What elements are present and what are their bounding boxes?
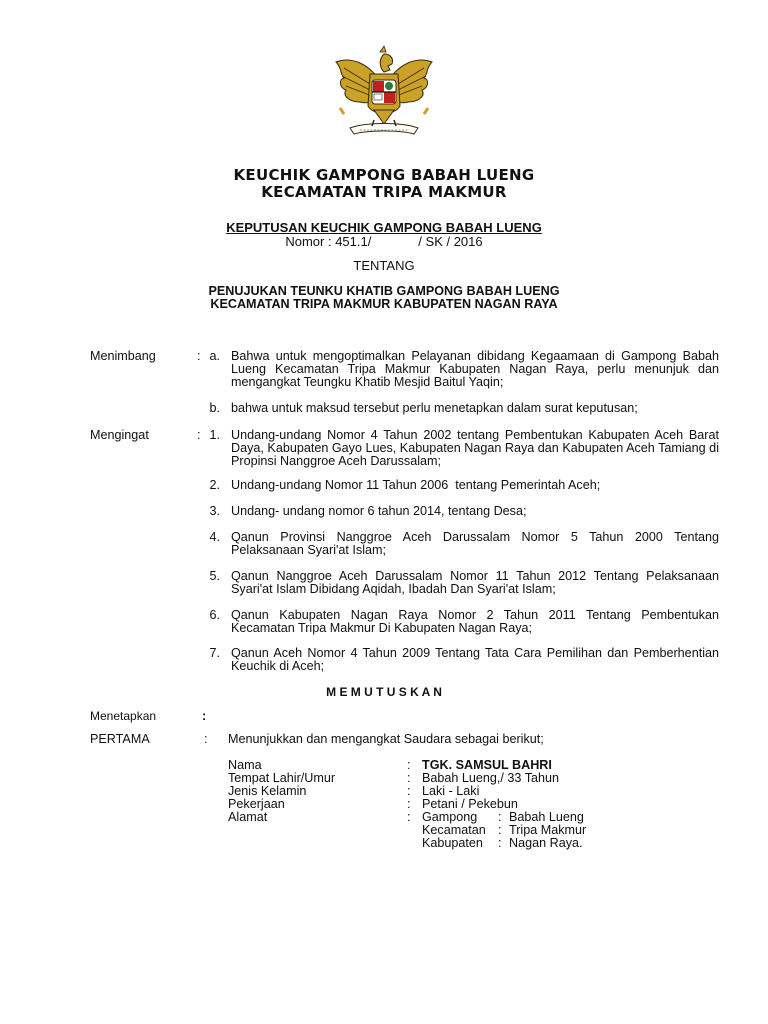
mengingat-item-6-text: Qanun Kabupaten Nagan Raya Nomor 2 Tahun 2011 Tentang Pembentukan Kecamatan Tripa Makmur Di Kabupaten Nagan Raya; [231,608,719,635]
person-job-key: Pekerjaan [228,797,285,811]
mengingat-colon: : [197,428,201,442]
person-address-colon: : [407,810,411,824]
address-gampong-colon: : [498,810,502,824]
person-birth-value: Babah Lueng,/ 33 Tahun [422,771,560,785]
mengingat-item-1-text: Undang-undang Nomor 4 Tahun 2002 tentang Pembentukan Kabupaten Aceh Barat Daya, Kabupaten Gayo Lues, Kabupaten Nagan Raya dan Kabupaten Aceh Tamiang di Propinsi Nanggroe Aceh Darussalam; [231,428,719,468]
header-line-2: KECAMATAN TRIPA MAKMUR [261,183,507,201]
garuda-emblem-icon [330,44,438,140]
address-kabupaten-value: Nagan Raya. [509,836,583,850]
mengingat-item-1-mark: 1. [209,428,220,442]
mengingat-item-5-text: Qanun Nanggroe Aceh Darussalam Nomor 11 Tahun 2012 Tentang Pelaksanaan Syari'at Islam Dibidang Aqidah, Ibadah Dan Syari'at Islam; [231,569,719,596]
mengingat-item-3-text: Undang- undang nomor 6 tahun 2014, tentang Desa; [231,504,527,518]
pertama-label: PERTAMA [90,732,150,746]
person-job-value: Petani / Pekebun [422,797,518,811]
mengingat-item-4-mark: 4. [209,530,220,544]
decree-about: TENTANG [353,258,415,273]
person-birth-key: Tempat Lahir/Umur [228,771,336,785]
decree-number: Nomor : 451.1/ / SK / 2016 [285,234,483,249]
person-gender-colon: : [407,784,411,798]
mengingat-item-2-mark: 2. [209,478,220,492]
menetapkan-colon: : [202,709,207,723]
decree-subject-line-2: KECAMATAN TRIPA MAKMUR KABUPATEN NAGAN RAYA [210,297,558,311]
header-line-1: KEUCHIK GAMPONG BABAH LUENG [233,166,535,184]
decree-subject-line-1: PENUJUKAN TEUNKU KHATIB GAMPONG BABAH LUENG [208,284,560,298]
person-name-key: Nama [228,758,262,772]
address-kabupaten-colon: : [498,836,502,850]
address-kecamatan-key: Kecamatan [422,823,486,837]
pertama-colon: : [204,732,208,746]
decree-title: KEPUTUSAN KEUCHIK GAMPONG BABAH LUENG [226,220,542,235]
menimbang-item-b-mark: b. [209,401,220,415]
person-job-colon: : [407,797,411,811]
address-kecamatan-value: Tripa Makmur [509,823,587,837]
mengingat-item-2-text: Undang-undang Nomor 11 Tahun 2006 tentang Pemerintah Aceh; [231,478,601,492]
mengingat-item-5-mark: 5. [209,569,220,583]
mengingat-item-3-mark: 3. [209,504,220,518]
menimbang-item-a-text: Bahwa untuk mengoptimalkan Pelayanan dibidang Kegaamaan di Gampong Babah Lueng Kecamatan Tripa Makmur Kabupaten Nagan Raya, perlu menunjuk dan mengangkat Teungku Khatib Mesjid Baitul Yaqin; [231,349,719,389]
person-address-key: Alamat [228,810,268,824]
address-kecamatan-colon: : [498,823,502,837]
mengingat-item-7-mark: 7. [209,646,220,660]
person-name-value: TGK. SAMSUL BAHRI [422,758,552,772]
menimbang-item-b-text: bahwa untuk maksud tersebut perlu menetapkan dalam surat keputusan; [231,401,638,415]
menimbang-label: Menimbang [90,349,156,363]
mengingat-item-6-mark: 6. [209,608,220,622]
pertama-text: Menunjukkan dan mengangkat Saudara sebagai berikut; [228,732,544,746]
person-gender-value: Laki - Laki [422,784,480,798]
mengingat-item-4-text: Qanun Provinsi Nanggroe Aceh Darussalam Nomor 5 Tahun 2000 Tentang Pelaksanaan Syari'at Islam; [231,530,719,557]
address-gampong-value: Babah Lueng [509,810,584,824]
address-kabupaten-key: Kabupaten [422,836,483,850]
mengingat-label: Mengingat [90,428,149,442]
menimbang-colon: : [197,349,201,363]
menetapkan-label: Menetapkan [90,709,157,723]
menimbang-item-a-mark: a. [209,349,220,363]
person-name-colon: : [407,758,411,772]
person-gender-key: Jenis Kelamin [228,784,307,798]
address-gampong-key: Gampong [422,810,478,824]
mengingat-item-7-text: Qanun Aceh Nomor 4 Tahun 2009 Tentang Tata Cara Pemilihan dan Pemberhentian Keuchik di Aceh; [231,646,719,673]
memutuskan-heading: M E M U T U S K A N [326,685,442,699]
person-birth-colon: : [407,771,411,785]
